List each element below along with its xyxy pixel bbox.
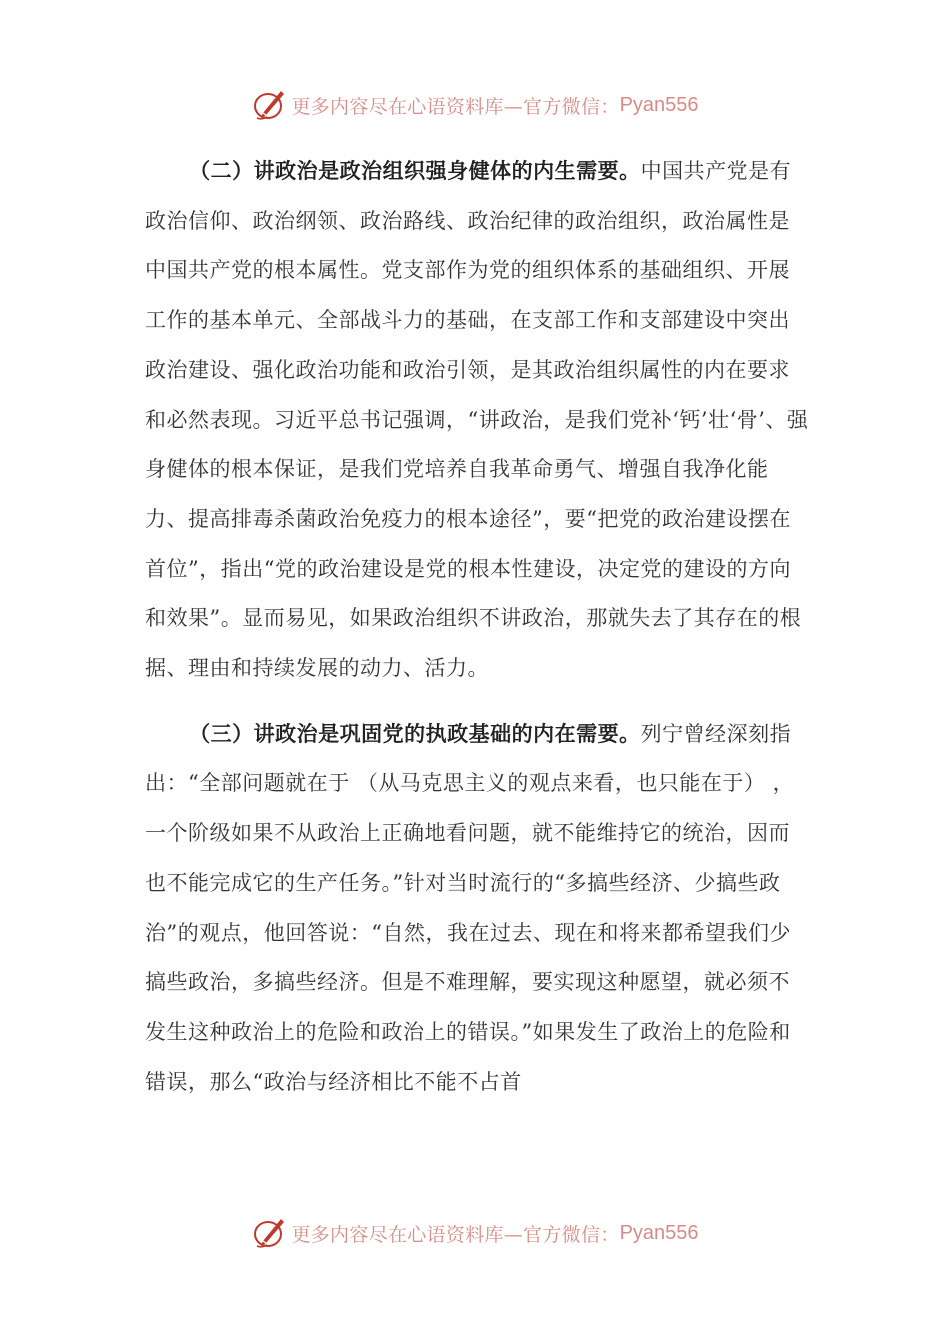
header-watermark xyxy=(0,85,950,125)
watermark-text: 更多内容尽在心语资料库—官方微信： xyxy=(291,95,620,118)
document-body xyxy=(145,146,810,1107)
paragraph-text: 中国共产党是有政治信仰、政治纲领、政治路线、政治纪律的政治组织，政治属性是中国共产党的根本属性。党支部作为党的组织体系的基础组织、开展工作的基本单元、全部战斗力的基础，在支部工作和支部建设中突出政治建设、强化政治功能和政治引领，是其政治组织属性的内在要求和必然表现。习近平总书记强调，“讲政治，是我们党补‘钙’壮‘骨’、强身健体的根本保证，是我们党培养自我革命勇气、增强自我净化能力、提高排毒杀菌政治免疫力的根本途径”，要“把党的政治建设摆在首位”，指出“党的政治建设是党的根本性建设，决定党的建设的方向和效果”。显而易见，如果政治组织不讲政治，那就失去了其存在的根据、理由和持续发展的动力、活力。 xyxy=(145,159,809,681)
paragraph-2 xyxy=(145,146,810,694)
quill-pen-logo-icon xyxy=(251,87,287,123)
footer-watermark xyxy=(0,1213,950,1253)
paragraph-text: 列宁曾经深刻指出：“全部问题就在于 （从马克思主义的观点来看，也只能在于） ，一个阶级如果不从政治上正确地看问题，就不能维持它的统治，因而也不能完成它的生产任务。”针对当时流行的“多搞些经济、少搞些政治”的观点，他回答说：“自然，我在过去、现在和将来都希望我们少搞些政治，多搞些经济。但是不难理解，要实现这种愿望，就必须不发生这种政治上的危险和政治上的错误。”如果发生了政治上的危险和错误，那么“政治与经济相比不能不占首 xyxy=(145,721,795,1094)
paragraph-heading: （二）讲政治是政治组织强身健体的内生需要。 xyxy=(189,158,641,183)
watermark-wechat-id: Pyan556 xyxy=(619,1221,699,1244)
quill-pen-logo-icon xyxy=(251,1215,287,1251)
watermark-text: 更多内容尽在心语资料库—官方微信： xyxy=(291,1223,620,1246)
paragraph-3 xyxy=(145,709,810,1108)
paragraph-heading: （三）讲政治是巩固党的执政基础的内在需要。 xyxy=(189,720,641,746)
watermark-wechat-id: Pyan556 xyxy=(619,93,699,116)
